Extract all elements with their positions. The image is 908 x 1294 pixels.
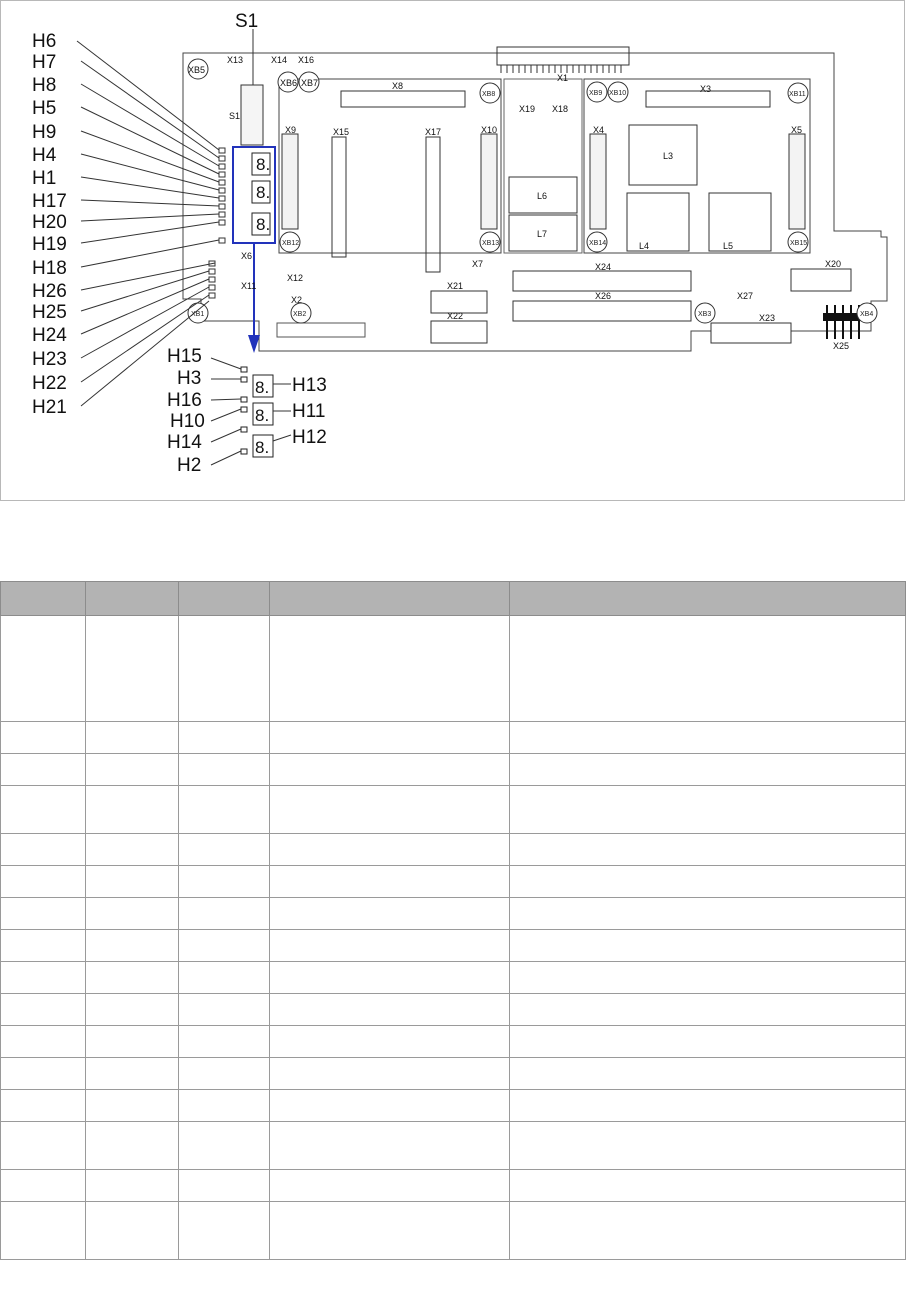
table-cell bbox=[179, 1026, 270, 1058]
label-xb3: XB3 bbox=[698, 311, 712, 318]
table-cell bbox=[86, 1026, 179, 1058]
table-cell bbox=[179, 1090, 270, 1122]
label-x20: X20 bbox=[825, 259, 842, 269]
table-cell bbox=[86, 898, 179, 930]
label-s1-board: S1 bbox=[229, 111, 241, 121]
connector-x10-shape bbox=[481, 134, 497, 229]
label-x19: X19 bbox=[519, 104, 536, 114]
table-cell bbox=[270, 962, 510, 994]
connector-x8-shape bbox=[341, 91, 465, 107]
callout-label: H9 bbox=[32, 122, 57, 143]
label-x1: X1 bbox=[557, 73, 569, 83]
table-cell bbox=[179, 786, 270, 834]
table-cell bbox=[270, 1122, 510, 1170]
table-cell bbox=[270, 1090, 510, 1122]
table-row bbox=[1, 1090, 906, 1122]
switch-s1-shape bbox=[241, 85, 263, 145]
label-x23: X23 bbox=[759, 313, 776, 323]
callout-label: H5 bbox=[32, 98, 57, 119]
table-cell bbox=[510, 616, 906, 722]
detail-callout-label: H12 bbox=[292, 427, 327, 448]
table-row bbox=[1, 786, 906, 834]
table-cell bbox=[270, 1170, 510, 1202]
label-xb15: XB15 bbox=[790, 240, 808, 247]
label-xb4: XB4 bbox=[860, 311, 874, 318]
callout-label: H22 bbox=[32, 373, 67, 394]
table-cell bbox=[86, 866, 179, 898]
label-xb13: XB13 bbox=[482, 240, 500, 247]
label-x13: X13 bbox=[227, 55, 244, 65]
label-l7: L7 bbox=[537, 229, 548, 239]
callout-label: H23 bbox=[32, 349, 67, 370]
label-x12: X12 bbox=[287, 273, 304, 283]
svg-text:8.: 8. bbox=[255, 406, 270, 425]
svg-text:8.: 8. bbox=[256, 215, 271, 234]
table-cell bbox=[510, 1026, 906, 1058]
detail-callout-label: H2 bbox=[177, 455, 202, 476]
svg-text:8.: 8. bbox=[256, 183, 271, 202]
parameter-table bbox=[0, 581, 906, 1260]
zoom-arrow-head bbox=[248, 335, 260, 353]
callout-label: H1 bbox=[32, 168, 57, 189]
table-header-cell bbox=[179, 582, 270, 616]
table-cell bbox=[179, 1170, 270, 1202]
table-cell bbox=[270, 1058, 510, 1090]
table-cell bbox=[270, 994, 510, 1026]
table-cell bbox=[86, 1122, 179, 1170]
table-header-cell bbox=[270, 582, 510, 616]
table-cell bbox=[1, 1058, 86, 1090]
s1-callout: S1 bbox=[235, 11, 259, 32]
table-cell bbox=[86, 1058, 179, 1090]
table-cell bbox=[510, 722, 906, 754]
left-callout-group bbox=[32, 31, 67, 418]
table-cell bbox=[179, 930, 270, 962]
table-row bbox=[1, 1122, 906, 1170]
label-xb12: XB12 bbox=[282, 240, 300, 247]
label-xb7: XB7 bbox=[301, 78, 319, 88]
label-x3: X3 bbox=[700, 84, 712, 94]
table-cell bbox=[1, 834, 86, 866]
connector-x24-shape bbox=[513, 271, 691, 291]
table-cell bbox=[179, 898, 270, 930]
label-x16: X16 bbox=[298, 55, 315, 65]
table-cell bbox=[510, 930, 906, 962]
table-cell bbox=[179, 962, 270, 994]
table-header-row bbox=[1, 582, 906, 616]
circuit-board-diagram bbox=[1, 1, 906, 502]
callout-label: H18 bbox=[32, 258, 67, 279]
table-cell bbox=[510, 1090, 906, 1122]
table-row bbox=[1, 930, 906, 962]
connector-x21-shape bbox=[431, 291, 487, 313]
table-cell bbox=[86, 1202, 179, 1260]
table-cell bbox=[1, 994, 86, 1026]
table-cell bbox=[1, 930, 86, 962]
label-xb2: XB2 bbox=[293, 311, 307, 318]
table-cell bbox=[510, 898, 906, 930]
callout-label: H8 bbox=[32, 75, 57, 96]
label-xb14: XB14 bbox=[589, 240, 607, 247]
table-row bbox=[1, 834, 906, 866]
table-row bbox=[1, 962, 906, 994]
table-cell bbox=[86, 834, 179, 866]
table-cell bbox=[270, 930, 510, 962]
table-cell bbox=[1, 1090, 86, 1122]
callout-label: H25 bbox=[32, 302, 67, 323]
label-xb5: XB5 bbox=[188, 65, 206, 75]
table-cell bbox=[270, 866, 510, 898]
table-row bbox=[1, 616, 906, 722]
table-row bbox=[1, 994, 906, 1026]
table-cell bbox=[270, 754, 510, 786]
label-x17: X17 bbox=[425, 127, 442, 137]
table-cell bbox=[270, 616, 510, 722]
connector-x26-shape bbox=[513, 301, 691, 321]
table-cell bbox=[179, 616, 270, 722]
callout-label: H20 bbox=[32, 212, 67, 233]
table-cell bbox=[510, 786, 906, 834]
table-cell bbox=[270, 898, 510, 930]
table-cell bbox=[86, 786, 179, 834]
connector-x23-shape bbox=[711, 323, 791, 343]
table-cell bbox=[510, 962, 906, 994]
callout-label: H6 bbox=[32, 31, 57, 52]
callout-label: H4 bbox=[32, 145, 57, 166]
table-cell bbox=[86, 930, 179, 962]
label-x10: X10 bbox=[481, 125, 498, 135]
board-figure bbox=[0, 0, 905, 501]
label-xb8: XB8 bbox=[482, 91, 496, 98]
label-x14: X14 bbox=[271, 55, 288, 65]
table-cell bbox=[270, 722, 510, 754]
table-cell bbox=[1, 1202, 86, 1260]
label-l4: L4 bbox=[639, 241, 650, 251]
table-cell bbox=[86, 722, 179, 754]
label-x6: X6 bbox=[241, 251, 253, 261]
detail-callout-label: H13 bbox=[292, 375, 327, 396]
table-cell bbox=[270, 786, 510, 834]
table-cell bbox=[1, 722, 86, 754]
connector-x22-shape bbox=[431, 321, 487, 343]
callout-label: H21 bbox=[32, 397, 67, 418]
table-cell bbox=[510, 994, 906, 1026]
table-cell bbox=[179, 754, 270, 786]
table-row bbox=[1, 722, 906, 754]
label-x4: X4 bbox=[593, 125, 605, 135]
table-cell bbox=[86, 754, 179, 786]
table-cell bbox=[1, 866, 86, 898]
svg-text:8.: 8. bbox=[255, 378, 270, 397]
table-cell bbox=[86, 1090, 179, 1122]
detail-callout-label: H10 bbox=[170, 411, 205, 432]
label-xb6: XB6 bbox=[280, 78, 298, 88]
table-cell bbox=[510, 1122, 906, 1170]
table-cell bbox=[1, 754, 86, 786]
callout-label: H17 bbox=[32, 191, 67, 212]
table-cell bbox=[86, 962, 179, 994]
detail-callout-label: H3 bbox=[177, 368, 202, 389]
table-cell bbox=[1, 1122, 86, 1170]
table-cell bbox=[179, 1122, 270, 1170]
table-cell bbox=[270, 1202, 510, 1260]
table-cell bbox=[1, 898, 86, 930]
connector-x4-shape bbox=[590, 134, 606, 229]
label-xb11: XB11 bbox=[789, 91, 806, 98]
table-cell bbox=[270, 834, 510, 866]
svg-text:8.: 8. bbox=[256, 155, 271, 174]
label-x15: X15 bbox=[333, 127, 350, 137]
label-l6: L6 bbox=[537, 191, 548, 201]
table-cell bbox=[1, 786, 86, 834]
table-cell bbox=[510, 754, 906, 786]
table-header-cell bbox=[86, 582, 179, 616]
label-x11: X11 bbox=[241, 281, 257, 291]
table-cell bbox=[179, 994, 270, 1026]
table-cell bbox=[86, 616, 179, 722]
callout-label: H26 bbox=[32, 281, 67, 302]
table-cell bbox=[1, 1170, 86, 1202]
label-x25: X25 bbox=[833, 341, 850, 351]
label-x8: X8 bbox=[392, 81, 404, 91]
label-x9: X9 bbox=[285, 125, 297, 135]
table-cell bbox=[86, 994, 179, 1026]
table-cell bbox=[510, 1202, 906, 1260]
label-l3: L3 bbox=[663, 151, 674, 161]
table-row bbox=[1, 1170, 906, 1202]
callout-label: H19 bbox=[32, 234, 67, 255]
label-x21: X21 bbox=[447, 281, 464, 291]
detail-callout-label: H15 bbox=[167, 346, 202, 367]
detail-callout-label: H16 bbox=[167, 390, 202, 411]
table-row bbox=[1, 898, 906, 930]
label-l5: L5 bbox=[723, 241, 734, 251]
table-row bbox=[1, 1058, 906, 1090]
table-cell bbox=[510, 1170, 906, 1202]
table-row bbox=[1, 866, 906, 898]
table-row bbox=[1, 754, 906, 786]
connector-x20-shape bbox=[791, 269, 851, 291]
detail-callout-label: H14 bbox=[167, 432, 202, 453]
table-cell bbox=[179, 834, 270, 866]
table-header-cell bbox=[1, 582, 86, 616]
label-x7: X7 bbox=[472, 259, 484, 269]
table-cell bbox=[179, 1202, 270, 1260]
label-x26: X26 bbox=[595, 291, 612, 301]
svg-text:8.: 8. bbox=[255, 438, 270, 457]
label-xb9: XB9 bbox=[589, 90, 603, 97]
table-row bbox=[1, 1026, 906, 1058]
label-x2: X2 bbox=[291, 295, 303, 305]
callout-label: H24 bbox=[32, 325, 67, 346]
table-cell bbox=[86, 1170, 179, 1202]
table-row bbox=[1, 1202, 906, 1260]
callout-label: H7 bbox=[32, 52, 57, 73]
detail-callout-label: H11 bbox=[292, 401, 326, 422]
label-x22: X22 bbox=[447, 311, 464, 321]
table-header-cell bbox=[510, 582, 906, 616]
table-cell bbox=[1, 616, 86, 722]
label-x18: X18 bbox=[552, 104, 569, 114]
table-cell bbox=[510, 1058, 906, 1090]
table-cell bbox=[510, 834, 906, 866]
label-x5: X5 bbox=[791, 125, 803, 135]
table-cell bbox=[179, 1058, 270, 1090]
table-cell bbox=[1, 1026, 86, 1058]
connector-x5-shape bbox=[789, 134, 805, 229]
table-cell bbox=[179, 866, 270, 898]
label-xb10: XB10 bbox=[609, 90, 627, 97]
label-xb1: XB1 bbox=[191, 311, 205, 318]
label-x27: X27 bbox=[737, 291, 754, 301]
table-cell bbox=[270, 1026, 510, 1058]
connector-x9-shape bbox=[282, 134, 298, 229]
table-cell bbox=[1, 962, 86, 994]
table-cell bbox=[179, 722, 270, 754]
label-x24: X24 bbox=[595, 262, 612, 272]
table-cell bbox=[510, 866, 906, 898]
